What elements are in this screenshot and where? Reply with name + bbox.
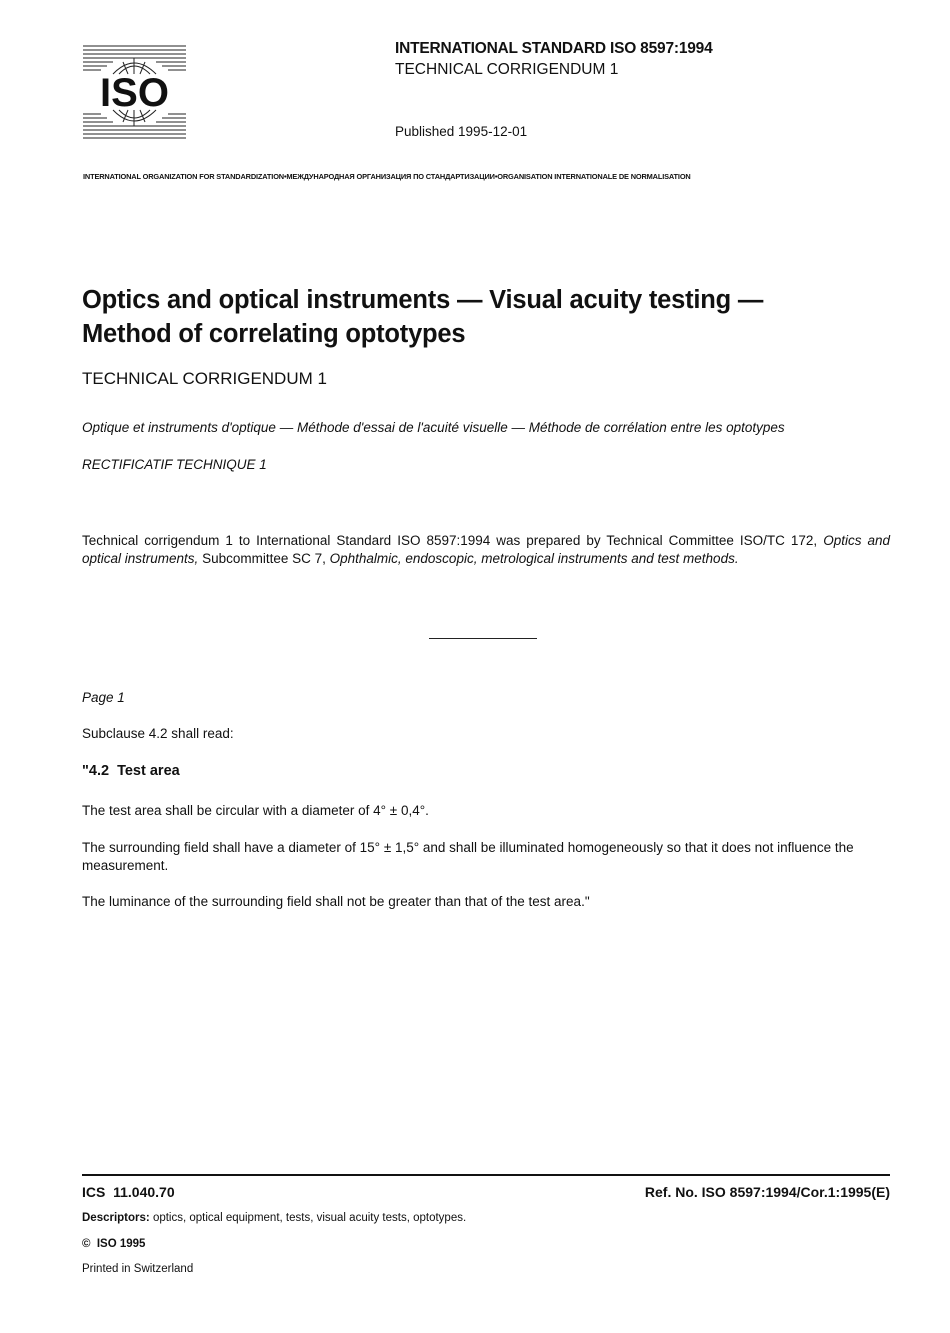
reference-number: Ref. No. ISO 8597:1994/Cor.1:1995(E) — [644, 1184, 890, 1200]
intro-text-b: Subcommittee SC 7, — [198, 550, 330, 566]
title-line-1: Optics and optical instruments — Visual acuity testing — — [82, 286, 764, 314]
standard-title: INTERNATIONAL STANDARD ISO 8597:1994 — [395, 40, 713, 57]
intro-committee-title: Optics and optical instruments, — [82, 533, 890, 566]
descriptors-label: Descriptors: — [82, 1212, 150, 1224]
clause-heading: "4.2 Test area — [82, 763, 180, 779]
published-date: Published 1995-12-01 — [395, 124, 528, 139]
copyright: © ISO 1995 — [82, 1238, 146, 1250]
footer-rule — [82, 1174, 890, 1176]
page-reference: Page 1 — [82, 690, 125, 705]
paragraph-surrounding-field: The surrounding field shall have a diameter of 15° ± 1,5° and shall be illuminated homogeneously so that it does not influence the measurement. — [82, 840, 854, 873]
printed-in: Printed in Switzerland — [82, 1263, 194, 1275]
svg-text:ISO: ISO — [100, 71, 169, 115]
document-title — [82, 283, 882, 351]
corrigendum-label: TECHNICAL CORRIGENDUM 1 — [82, 369, 327, 388]
title-line-2: Method of correlating optotypes — [82, 320, 466, 348]
iso-logo — [83, 44, 186, 140]
subclause-intro: Subclause 4.2 shall read: — [82, 726, 234, 741]
intro-subcommittee-title: Ophthalmic, endoscopic, metrological instruments and test methods. — [329, 550, 739, 566]
paragraph-luminance: The luminance of the surrounding field shall not be greater than that of the test area." — [82, 894, 590, 909]
separator-line — [429, 638, 537, 639]
organization-line: INTERNATIONAL ORGANIZATION FOR STANDARDIZATION•МЕЖДУНАРОДНАЯ ОРГАНИЗАЦИЯ ПО СТАНДАРТИЗАЦИИ•ORGANISATION INTERNATIONALE DE NORMALISATION — [83, 172, 691, 181]
intro-paragraph — [82, 532, 890, 567]
corrigendum-header: TECHNICAL CORRIGENDUM 1 — [395, 61, 619, 78]
descriptors — [82, 1212, 466, 1224]
ics-code: ICS 11.040.70 — [82, 1184, 175, 1200]
french-title: Optique et instruments d'optique — Méthode d'essai de l'acuité visuelle — Méthode de corrélation entre les optotypes — [82, 420, 785, 435]
paragraph-test-area: The test area shall be circular with a diameter of 4° ± 0,4°. — [82, 803, 429, 818]
descriptors-list: optics, optical equipment, tests, visual acuity tests, optotypes. — [149, 1212, 467, 1224]
intro-text-a: Technical corrigendum 1 to International Standard ISO 8597:1994 was prepared by Technical Committee ISO/TC 172, — [82, 533, 824, 548]
french-corrigendum: RECTIFICATIF TECHNIQUE 1 — [82, 457, 267, 472]
